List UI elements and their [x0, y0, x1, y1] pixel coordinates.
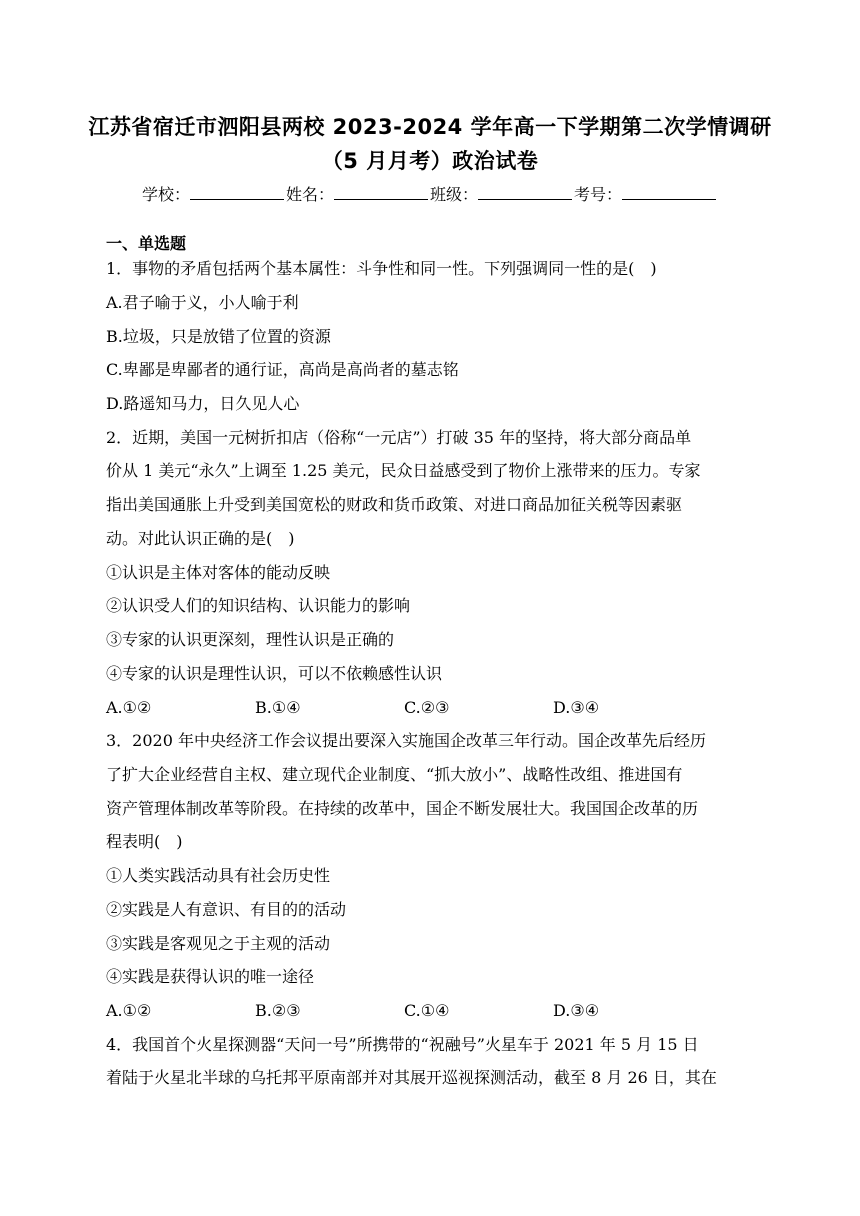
q2-item-2: ②认识受人们的知识结构、认识能力的影响 [106, 596, 411, 615]
q3-item-4: ④实践是获得认识的唯一途径 [106, 967, 315, 986]
q3-choice-d: D.③④ [553, 1001, 600, 1020]
q2-stem-line: 指出美国通胀上升受到美国宽松的财政和货币政策、对进口商品加征关税等因素驱 [106, 495, 683, 514]
exam-title-line-2: （5 月月考）政治试卷 [321, 149, 539, 173]
q3-item-3: ③实践是客观见之于主观的活动 [106, 934, 331, 953]
class-blank[interactable] [478, 183, 572, 200]
q3-choice-b: B.②③ [255, 1001, 301, 1020]
exam-number-label: 考号： [574, 185, 623, 204]
q2-choice-c: C.②③ [404, 698, 450, 717]
q2-item-3: ③专家的认识更深刻，理性认识是正确的 [106, 630, 395, 649]
class-field [430, 183, 574, 207]
student-info-row [0, 183, 860, 207]
q2-item-4: ④专家的认识是理性认识，可以不依赖感性认识 [106, 664, 443, 683]
q1-option-c: C.卑鄙是卑鄙者的通行证，高尚是高尚者的墓志铭 [106, 360, 459, 379]
section-title: 一、单选题 [106, 234, 187, 253]
q3-choice-c: C.①④ [404, 1001, 450, 1020]
school-label: 学校： [141, 185, 190, 204]
exam-title-line-1: 江苏省宿迁市泗阳县两校 2023-2024 学年高一下学期第二次学情调研 [88, 115, 772, 139]
q2-choice-d: D.③④ [553, 698, 600, 717]
q1-option-d: D.路遥知马力，日久见人心 [106, 394, 300, 413]
q1-option-b: B.垃圾，只是放错了位置的资源 [106, 327, 331, 346]
class-label: 班级： [430, 185, 479, 204]
q2-stem-line: 动。对此认识正确的是( ) [106, 529, 295, 548]
q3-stem-line: 资产管理体制改革等阶段。在持续的改革中，国企不断发展壮大。我国国企改革的历 [106, 799, 699, 818]
q3-item-1: ①人类实践活动具有社会历史性 [106, 866, 331, 885]
name-field [286, 183, 430, 207]
q2-choice-b: B.①④ [255, 698, 301, 717]
q3-stem-line: 程表明( ) [106, 832, 183, 851]
q2-stem-line: 2．近期，美国一元树折扣店（俗称“一元店”）打破 35 年的坚持，将大部分商品单 [106, 428, 692, 447]
q3-stem-line: 3．2020 年中央经济工作会议提出要深入实施国企改革三年行动。国企改革先后经历 [106, 731, 706, 750]
q2-item-1: ①认识是主体对客体的能动反映 [106, 563, 331, 582]
school-blank[interactable] [190, 183, 284, 200]
school-field [142, 183, 286, 207]
q3-stem-line: 了扩大企业经营自主权、建立现代企业制度、“抓大放小”、战略性改组、推进国有 [106, 765, 683, 784]
q1-stem: 1．事物的矛盾包括两个基本属性：斗争性和同一性。下列强调同一性的是( ) [106, 259, 657, 278]
name-label: 姓名： [285, 185, 334, 204]
exam-number-blank[interactable] [622, 183, 716, 200]
q4-stem-line: 4．我国首个火星探测器“天问一号”所携带的“祝融号”火星车于 2021 年 5 月 15 日 [106, 1035, 699, 1054]
exam-number-field [574, 183, 718, 207]
q3-choice-a: A.①② [106, 1001, 152, 1020]
q1-option-a: A.君子喻于义，小人喻于利 [106, 293, 299, 312]
q3-item-2: ②实践是人有意识、有目的的活动 [106, 900, 347, 919]
q4-stem-line: 着陆于火星北半球的乌托邦平原南部并对其展开巡视探测活动，截至 8 月 26 日，其在 [106, 1068, 717, 1087]
q2-stem-line: 价从 1 美元“永久”上调至 1.25 美元，民众日益感受到了物价上涨带来的压力。专家 [106, 461, 701, 480]
q2-choice-a: A.①② [106, 698, 152, 717]
name-blank[interactable] [334, 183, 428, 200]
